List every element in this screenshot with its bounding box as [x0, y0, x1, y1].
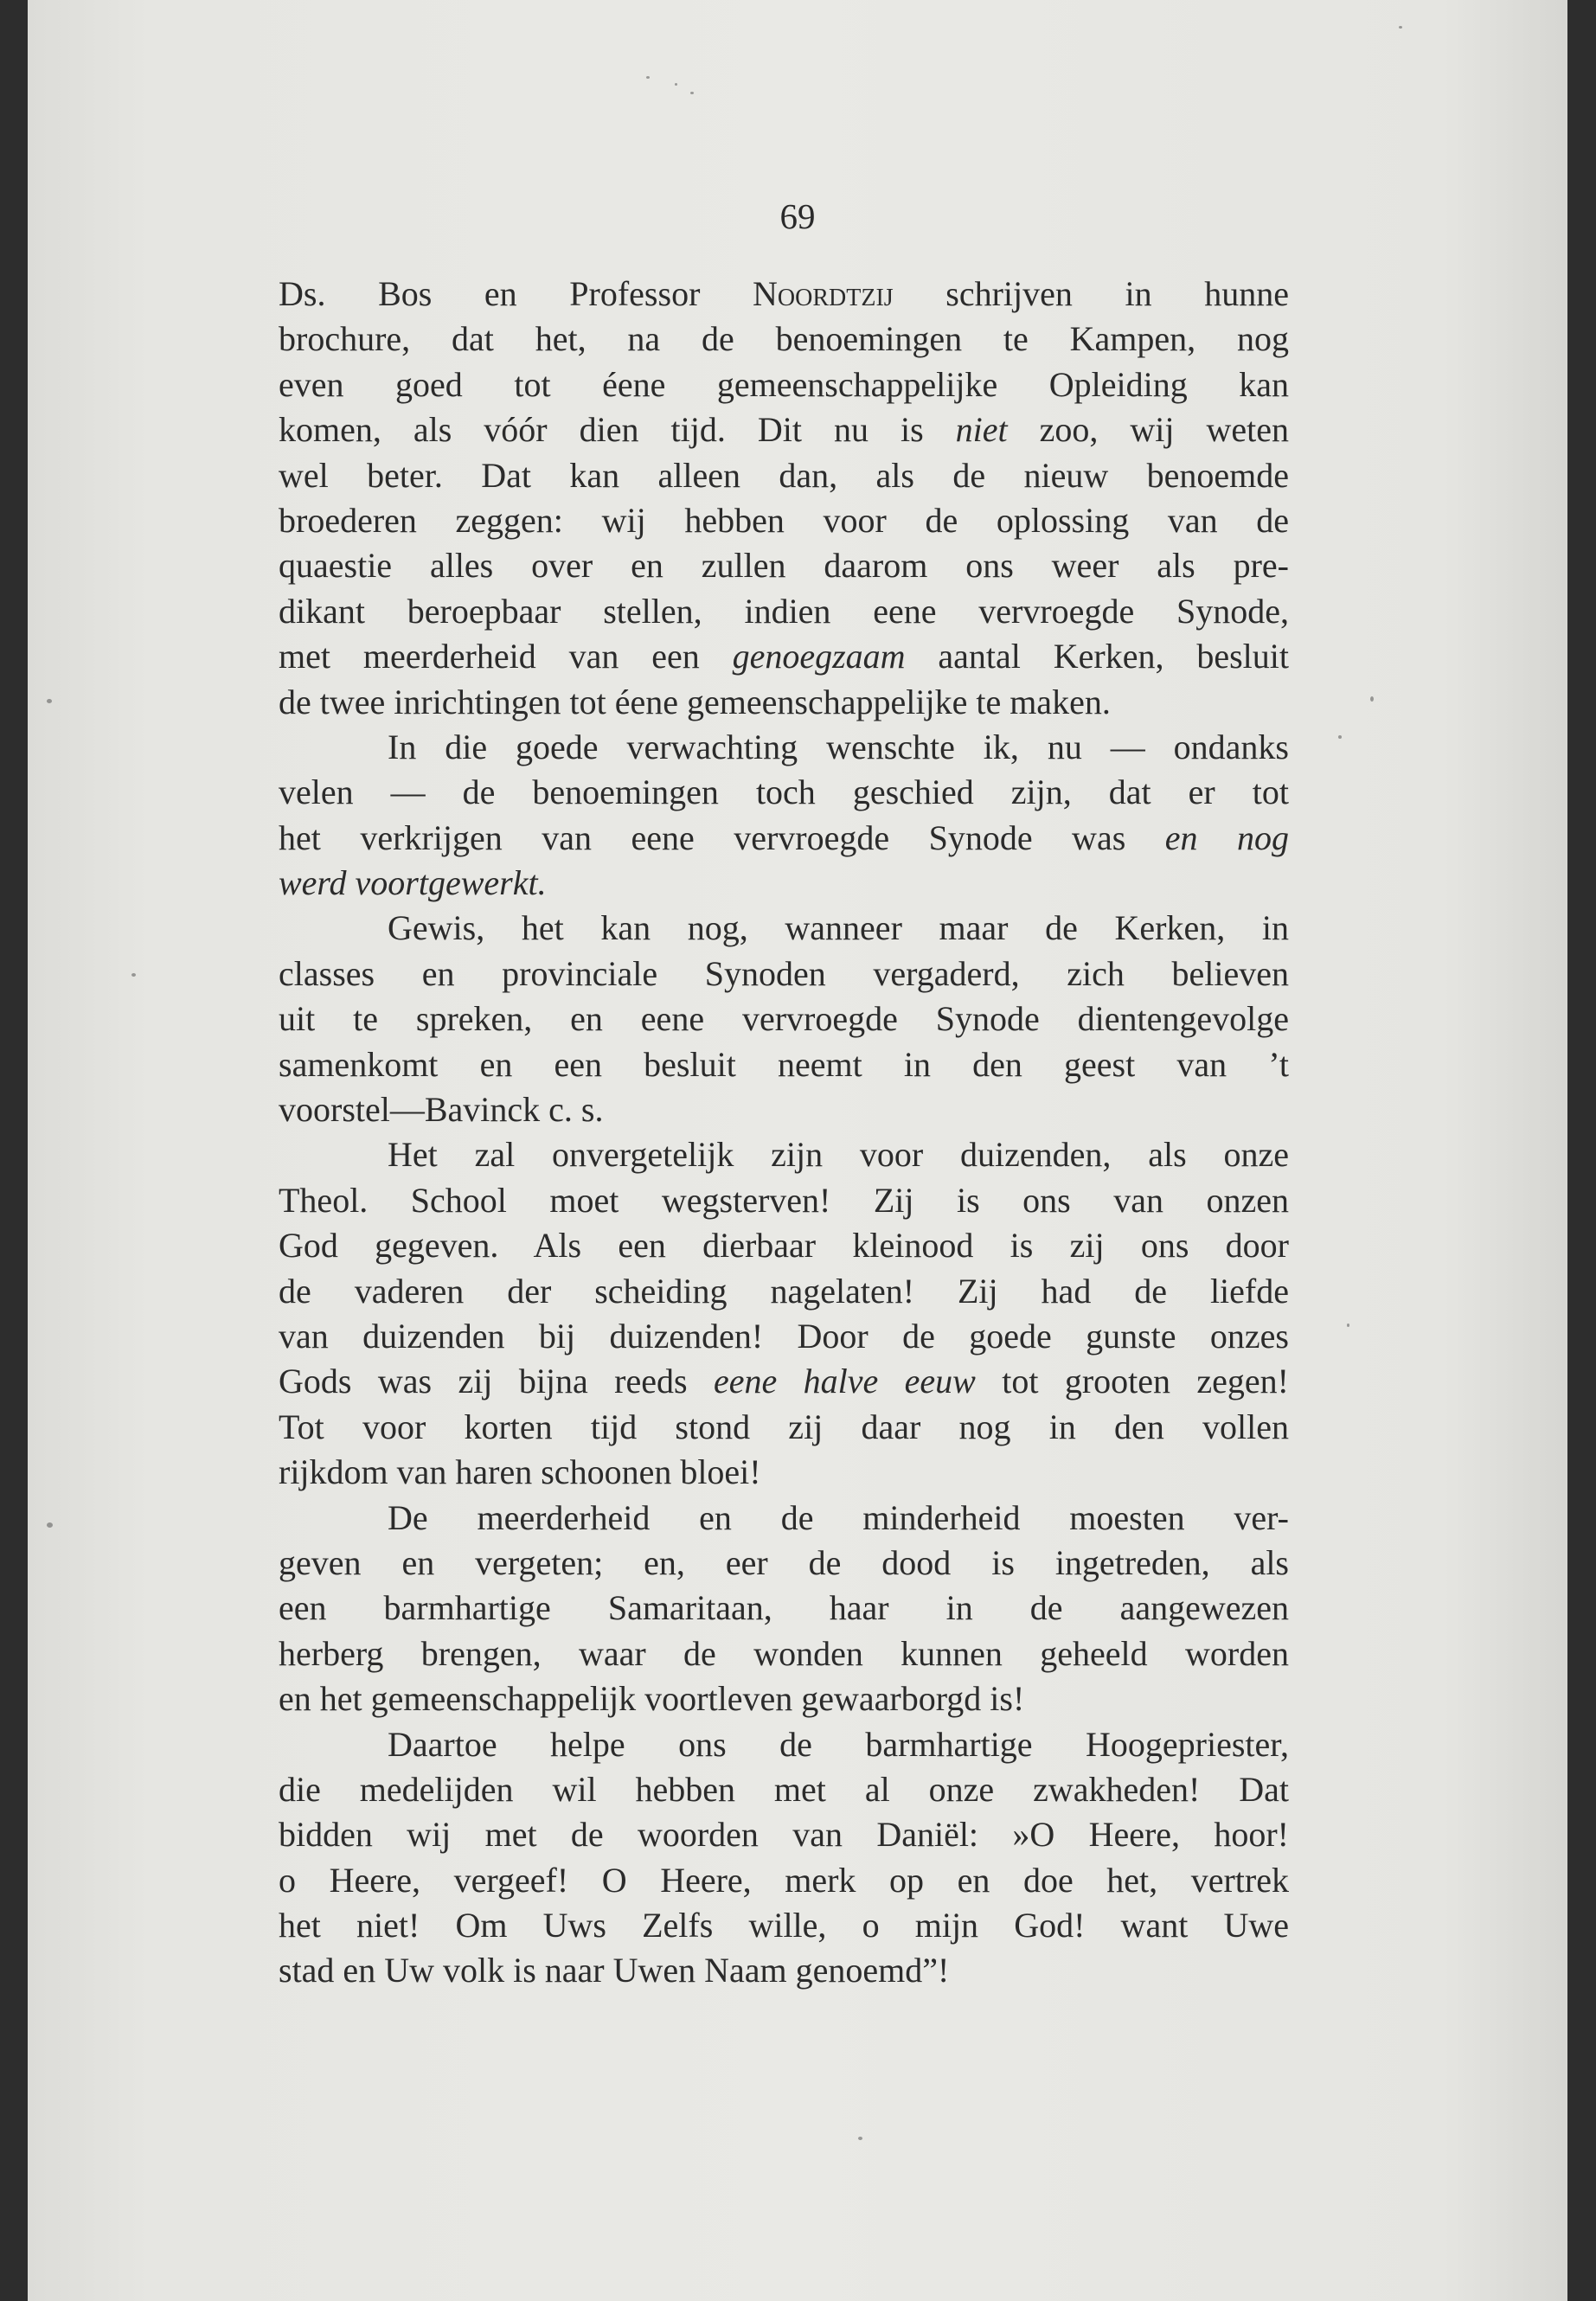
text-line [279, 1450, 1289, 1495]
text-line [279, 498, 1289, 543]
text-run: Daartoe helpe ons de barmhartige Hoogepriester, [388, 1724, 1289, 1764]
italic-text: en nog [1164, 817, 1289, 857]
page-number: 69 [779, 196, 816, 236]
text-line [279, 997, 1289, 1042]
text-line [279, 1359, 1289, 1404]
text-run: een barmhartige Samaritaan, haar in de aangewezen [279, 1588, 1289, 1628]
text-run: dikant beroepbaar stellen, indien eene vervroegde Synode, [279, 591, 1289, 631]
text-line [279, 1586, 1289, 1631]
text-run: die medelijden wil hebben met al onze zwakheden! Dat [279, 1769, 1289, 1809]
text-line [279, 1767, 1289, 1812]
text-line [279, 1269, 1289, 1314]
text-run: het verkrijgen van eene vervroegde Synode was [279, 817, 1165, 857]
scan-speck [690, 92, 694, 94]
text-run: Tot voor korten tijd stond zij daar nog in den vollen [279, 1407, 1289, 1446]
small-caps-text: Noordtzij [753, 274, 894, 313]
text-run: Theol. School moet wegsterven! Zij is ons van onzen [279, 1180, 1289, 1220]
scan-speck [47, 1522, 53, 1528]
scan-speck [1399, 26, 1402, 29]
text-line [279, 1223, 1289, 1268]
text-run: classes en provinciale Synoden vergaderd, zich believen [279, 953, 1289, 993]
text-line [279, 634, 1289, 679]
text-line [279, 725, 1289, 770]
text-line [279, 1903, 1289, 1948]
scan-speck [47, 699, 52, 703]
scan-speck [646, 76, 650, 79]
text-line [279, 1812, 1289, 1857]
text-line [279, 770, 1289, 815]
text-run: de twee inrichtingen tot éene gemeenschappelijke te maken. [279, 682, 1111, 721]
text-run: Het zal onvergetelijk zijn voor duizenden, als onze [388, 1135, 1289, 1175]
text-run: brochure, dat het, na de benoemingen te Kampen, nog [279, 319, 1289, 359]
text-run: aantal Kerken, besluit [905, 637, 1289, 676]
text-run: uit te spreken, en eene vervroegde Synode dientengevolge [279, 999, 1289, 1039]
text-line [279, 861, 1289, 906]
text-run: velen — de benoemingen toch geschied zijn, dat er tot [279, 772, 1289, 812]
text-run: het niet! Om Uws Zelfs wille, o mijn God! want Uwe [279, 1906, 1289, 1945]
text-line [279, 362, 1289, 407]
text-run: In die goede verwachting wenschte ik, nu — ondanks [388, 727, 1289, 766]
text-line [279, 272, 1289, 317]
text-line [279, 1087, 1289, 1132]
italic-text: genoegzaam [732, 637, 906, 676]
text-line [279, 1496, 1289, 1541]
text-run: God gegeven. Als een dierbaar kleinood is zij ons door [279, 1226, 1289, 1266]
text-line [279, 1314, 1289, 1359]
text-run: quaestie alles over en zullen daarom ons weer als pre- [279, 546, 1289, 586]
text-line [279, 1042, 1289, 1087]
text-line [279, 589, 1289, 634]
text-line [279, 543, 1289, 588]
scan-speck [1370, 696, 1374, 702]
text-run: wel beter. Dat kan alleen dan, als de nieuw benoemde [279, 455, 1289, 495]
text-run: met meerderheid van een [279, 637, 733, 676]
text-line [279, 1722, 1289, 1767]
italic-text: werd voortgewerkt. [279, 863, 547, 903]
text-run: stad en Uw volk is naar Uwen Naam genoemd”! [279, 1951, 950, 1990]
text-line [279, 1858, 1289, 1903]
book-page [28, 0, 1567, 2301]
text-run: herberg brengen, waar de wonden kunnen geheeld worden [279, 1633, 1289, 1673]
text-line [279, 1405, 1289, 1450]
text-run: broederen zeggen: wij hebben voor de oplossing van de [279, 500, 1289, 540]
text-run: de vaderen der scheiding nagelaten! Zij had de liefde [279, 1271, 1289, 1311]
body-text [279, 272, 1289, 1994]
text-run: De meerderheid en de minderheid moesten ver- [388, 1497, 1289, 1537]
text-line [279, 453, 1289, 498]
text-run: samenkomt en een besluit neemt in den geest van ’t [279, 1044, 1289, 1084]
text-run: komen, als vóór dien tijd. Dit nu is [279, 410, 956, 450]
text-run: Gods was zij bijna reeds [279, 1362, 714, 1401]
text-line [279, 906, 1289, 951]
text-run: schrijven in hunne [893, 274, 1290, 313]
text-run: van duizenden bij duizenden! Door de goede gunste onzes [279, 1316, 1289, 1356]
text-run: Gewis, het kan nog, wanneer maar de Kerken, in [388, 908, 1289, 948]
text-line [279, 1631, 1289, 1676]
text-line [279, 1541, 1289, 1586]
text-line [279, 816, 1289, 861]
text-run: Ds. Bos en Professor [279, 274, 753, 313]
text-run: rijkdom van haren schoonen bloei! [279, 1452, 761, 1492]
text-run: zoo, wij weten [1007, 410, 1290, 450]
text-line [279, 317, 1289, 362]
scan-speck [675, 83, 677, 86]
text-line [279, 680, 1289, 725]
text-line [279, 407, 1289, 452]
text-run: voorstel—Bavinck c. s. [279, 1090, 604, 1130]
text-run: bidden wij met de woorden van Daniël: »O Heere, hoor! [279, 1815, 1289, 1855]
text-line [279, 1948, 1289, 1993]
text-line [279, 952, 1289, 997]
scan-speck [131, 973, 136, 977]
text-run: even goed tot éene gemeenschappelijke Opleiding kan [279, 364, 1289, 404]
text-run: en het gemeenschappelijk voortleven gewaarborgd is! [279, 1679, 1025, 1719]
text-run: geven en vergeten; en, eer de dood is ingetreden, als [279, 1542, 1289, 1582]
scan-speck [1347, 1324, 1349, 1327]
text-line [279, 1132, 1289, 1177]
text-run: o Heere, vergeef! O Heere, merk op en doe het, vertrek [279, 1860, 1289, 1900]
italic-text: eene halve eeuw [713, 1362, 976, 1401]
text-run: tot grooten zegen! [975, 1362, 1289, 1401]
text-line [279, 1676, 1289, 1721]
scan-speck [1338, 735, 1342, 739]
scan-speck [858, 2137, 862, 2140]
text-line [279, 1178, 1289, 1223]
italic-text: niet [955, 410, 1008, 450]
